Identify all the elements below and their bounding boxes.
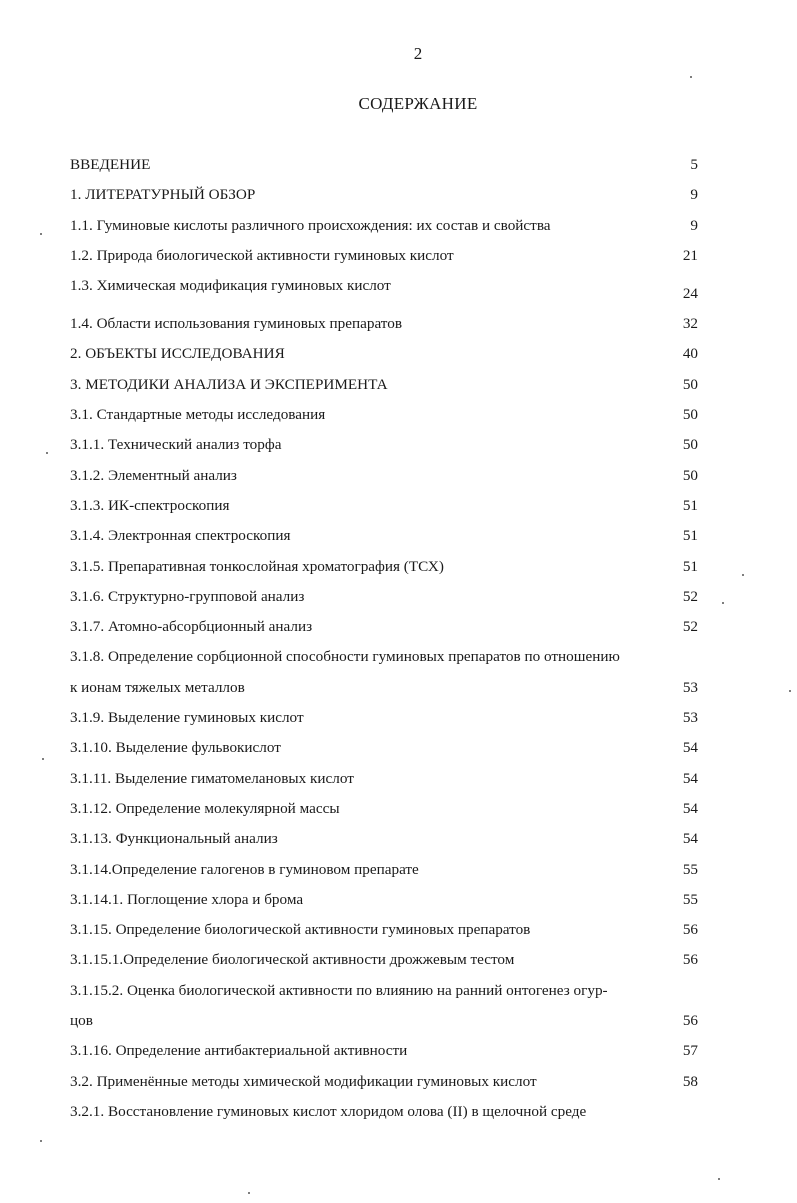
toc-entry-title: 3.1.15.2. Оценка биологической активности по влиянию на ранний онтогенез огур- xyxy=(70,981,608,999)
toc-entry-page: 50 xyxy=(682,406,698,424)
toc-entry-title: 1.3. Химическая модификация гуминовых кислот xyxy=(70,277,391,295)
toc-entry-page: 54 xyxy=(682,799,698,817)
toc-entry xyxy=(70,642,710,672)
toc-entry-title: 3.1.9. Выделение гуминовых кислот xyxy=(70,709,304,727)
toc-entry xyxy=(70,370,710,400)
toc-entry-page: 51 xyxy=(682,527,698,545)
toc-entry xyxy=(70,885,710,915)
toc-entry-title: 1.1. Гуминовые кислоты различного происхождения: их состав и свойства xyxy=(70,216,551,234)
scan-speck xyxy=(42,758,44,760)
toc-entry-page: 21 xyxy=(682,246,698,264)
toc-entry xyxy=(70,1006,710,1036)
toc-entry-title: 3.1.12. Определение молекулярной массы xyxy=(70,799,340,817)
toc-entry xyxy=(70,241,710,271)
toc-entry-title: цов xyxy=(70,1012,93,1030)
toc-entry xyxy=(70,180,710,210)
toc-entry-page: 9 xyxy=(690,216,698,234)
toc-entry xyxy=(70,150,710,180)
toc-entry-title: ВВЕДЕНИЕ xyxy=(70,156,151,173)
toc-entry-page: 56 xyxy=(682,951,698,969)
toc-entry-title: 3.2.1. Восстановление гуминовых кислот хлоридом олова (II) в щелочной среде xyxy=(70,1102,587,1120)
scan-speck xyxy=(690,76,692,78)
toc-entry-title: 3.1.2. Элементный анализ xyxy=(70,466,237,484)
toc-entry-title: 3.1.8. Определение сорбционной способности гуминовых препаратов по отношению xyxy=(70,648,620,666)
scan-speck xyxy=(722,602,724,604)
toc-entry xyxy=(70,211,710,241)
scan-speck xyxy=(40,233,42,235)
toc-entry-title: 3.1.16. Определение антибактериальной активности xyxy=(70,1042,408,1060)
toc-entry-page: 53 xyxy=(682,678,698,696)
toc-entry-page: 56 xyxy=(682,1012,698,1030)
toc-entry xyxy=(70,1097,710,1127)
toc-entry xyxy=(70,461,710,491)
toc-entry-page: 55 xyxy=(682,890,698,908)
toc-entry-title: 3.1.15.1.Определение биологической активности дрожжевым тестом xyxy=(70,951,515,969)
toc-entry-page: 9 xyxy=(690,186,698,204)
toc-entry xyxy=(70,582,710,612)
page-title: СОДЕРЖАНИЕ xyxy=(358,94,478,113)
toc-entry-title: 3.1.15. Определение биологической активности гуминовых препаратов xyxy=(70,921,531,939)
toc-entry-page: 54 xyxy=(682,769,698,787)
toc-entry xyxy=(70,915,710,945)
toc-entry xyxy=(70,824,710,854)
toc-entry-title: 2. ОБЪЕКТЫ ИССЛЕДОВАНИЯ xyxy=(70,345,285,363)
toc-entry xyxy=(70,521,710,551)
toc-entry-page: 54 xyxy=(682,830,698,848)
toc-entry-title: 3.1.4. Электронная спектроскопия xyxy=(70,527,291,545)
toc-entry-page: 52 xyxy=(682,587,698,605)
toc-entry xyxy=(70,673,710,703)
scan-speck xyxy=(40,1140,42,1142)
toc-entry-title: 3.1.11. Выделение гиматомелановых кислот xyxy=(70,769,354,787)
toc-entry xyxy=(70,733,710,763)
toc-entry-page: 54 xyxy=(682,739,698,757)
toc-entry xyxy=(70,1067,710,1097)
toc-entry-page: 58 xyxy=(682,1072,698,1090)
toc-entry-title: 1. ЛИТЕРАТУРНЫЙ ОБЗОР xyxy=(70,186,256,204)
scan-speck xyxy=(789,690,791,692)
toc-entry-title: 3.1.3. ИК-спектроскопия xyxy=(70,496,230,514)
toc-entry xyxy=(70,612,710,642)
page-number: 2 xyxy=(413,44,423,63)
table-of-contents xyxy=(70,150,710,1127)
toc-entry-title: 3.1.10. Выделение фульвокислот xyxy=(70,739,281,757)
toc-entry-page: 55 xyxy=(682,860,698,878)
toc-entry-page: 56 xyxy=(682,921,698,939)
toc-entry xyxy=(70,400,710,430)
toc-entry-title: 3.1.5. Препаративная тонкослойная хроматография (ТСХ) xyxy=(70,557,444,575)
toc-entry-title: 3.1. Стандартные методы исследования xyxy=(70,406,326,424)
toc-entry xyxy=(70,945,710,975)
toc-entry xyxy=(70,794,710,824)
toc-entry-title: 1.4. Области использования гуминовых препаратов xyxy=(70,315,402,333)
toc-entry-title: 3.1.7. Атомно-абсорбционный анализ xyxy=(70,618,313,636)
toc-entry-page: 51 xyxy=(682,557,698,575)
toc-entry-page: 24 xyxy=(682,285,698,303)
toc-entry xyxy=(70,430,710,460)
toc-entry-title: 1.2. Природа биологической активности гуминовых кислот xyxy=(70,246,454,264)
toc-entry-page: 50 xyxy=(682,466,698,484)
scan-speck xyxy=(718,1178,720,1180)
scan-speck xyxy=(46,452,48,454)
scan-speck xyxy=(248,1192,250,1194)
toc-entry-title: 3.1.14.Определение галогенов в гуминовом препарате xyxy=(70,860,419,878)
toc-entry-page: 40 xyxy=(682,345,698,363)
toc-entry xyxy=(70,764,710,794)
toc-entry xyxy=(70,552,710,582)
toc-entry xyxy=(70,309,710,339)
toc-entry-title: 3.1.1. Технический анализ торфа xyxy=(70,436,282,454)
toc-entry-title: 3.1.6. Структурно-групповой анализ xyxy=(70,587,305,605)
toc-entry-page: 5 xyxy=(690,156,698,173)
toc-entry-title: 3.1.14.1. Поглощение хлора и брома xyxy=(70,890,304,908)
toc-entry-title: 3.2. Применённые методы химической модификации гуминовых кислот xyxy=(70,1072,537,1090)
toc-entry xyxy=(70,339,710,369)
toc-entry-page: 57 xyxy=(682,1042,698,1060)
toc-entry-page: 52 xyxy=(682,618,698,636)
toc-entry-title: 3. МЕТОДИКИ АНАЛИЗА И ЭКСПЕРИМЕНТА xyxy=(70,375,388,393)
toc-entry-page: 51 xyxy=(682,496,698,514)
scan-speck xyxy=(742,574,744,576)
toc-entry-page: 50 xyxy=(682,436,698,454)
toc-entry xyxy=(70,1036,710,1066)
toc-entry-title: к ионам тяжелых металлов xyxy=(70,678,245,696)
toc-entry xyxy=(70,976,710,1006)
toc-entry-page: 53 xyxy=(682,709,698,727)
toc-entry xyxy=(70,855,710,885)
toc-entry-page: 32 xyxy=(682,315,698,333)
toc-entry-title: 3.1.13. Функциональный анализ xyxy=(70,830,278,848)
toc-entry xyxy=(70,491,710,521)
toc-entry xyxy=(70,271,710,309)
toc-entry xyxy=(70,703,710,733)
toc-entry-page: 50 xyxy=(682,375,698,393)
